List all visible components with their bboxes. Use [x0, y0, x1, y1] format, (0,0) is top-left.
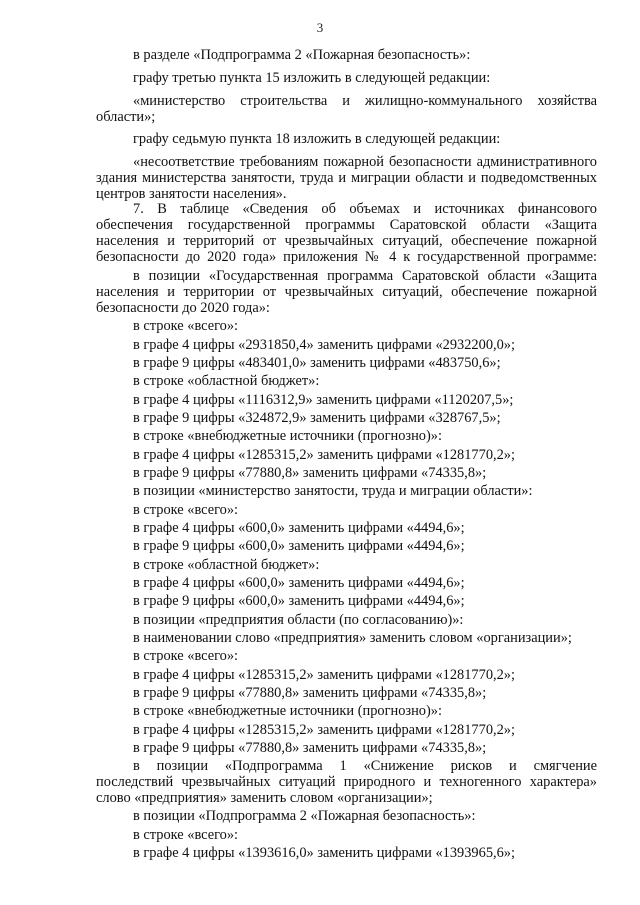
text-line: в строке «внебюджетные источники (прогнозно)»:	[133, 703, 442, 719]
text-line: в графе 9 цифры «483401,0» заменить цифрами «483750,6»;	[133, 355, 501, 371]
text-line: в графе 4 цифры «600,0» заменить цифрами «4494,6»;	[133, 575, 465, 591]
text-line: в позиции «Подпрограмма 1 «Снижение рисков и смягчение	[133, 758, 597, 774]
text-line: в графе 4 цифры «1285315,2» заменить цифрами «1281770,2»;	[133, 722, 515, 738]
text-line: в графе 4 цифры «1393616,0» заменить цифрами «1393965,6»;	[133, 845, 515, 861]
text-line: в строке «внебюджетные источники (прогнозно)»:	[133, 428, 442, 444]
text-line: в позиции «министерство занятости, труда и миграции области»:	[133, 483, 533, 499]
text-line: здания министерства занятости, труда и миграции области и подведомственных	[96, 170, 597, 186]
text-line: в графе 4 цифры «2931850,4» заменить цифрами «2932200,0»;	[133, 337, 515, 353]
text-line: центров занятости населения».	[96, 186, 287, 202]
text-line: в графе 4 цифры «600,0» заменить цифрами «4494,6»;	[133, 520, 465, 536]
text-line: населения и территорий от чрезвычайных ситуаций, обеспечение пожарной	[96, 233, 597, 249]
text-line: в позиции «Подпрограмма 2 «Пожарная безопасность»:	[133, 808, 476, 824]
text-line: в графе 4 цифры «1285315,2» заменить цифрами «1281770,2»;	[133, 447, 515, 463]
text-line: в позиции «Государственная программа Саратовской области «Защита	[133, 268, 597, 284]
text-line: в графе 9 цифры «600,0» заменить цифрами «4494,6»;	[133, 593, 465, 609]
text-line: в строке «всего»:	[133, 827, 239, 843]
text-line: в позиции «предприятия области (по согласованию)»:	[133, 612, 464, 628]
text-line: «несоответствие требованиям пожарной безопасности административного	[133, 154, 597, 170]
text-line: в строке «областной бюджет»:	[133, 557, 320, 573]
text-line: в строке «всего»:	[133, 318, 239, 334]
text-line: в наименовании слово «предприятия» заменить словом «организации»;	[133, 630, 572, 646]
text-line: в строке «областной бюджет»:	[133, 373, 320, 389]
text-line: в графе 9 цифры «77880,8» заменить цифрами «74335,8»;	[133, 740, 487, 756]
text-line: области»;	[96, 109, 156, 125]
text-line: слово «предприятия» заменить словом «организации»;	[96, 790, 433, 806]
text-line: безопасности до 2020 года» приложения № 4 к государственной программе:	[96, 249, 597, 265]
text-line: в графе 4 цифры «1116312,9» заменить цифрами «1120207,5»;	[133, 392, 514, 408]
text-line: в графе 9 цифры «77880,8» заменить цифрами «74335,8»;	[133, 685, 487, 701]
text-line: графу седьмую пункта 18 изложить в следующей редакции:	[133, 131, 501, 147]
text-line: последствий чрезвычайных ситуаций природного и техногенного характера»	[96, 774, 597, 790]
page-number: 3	[316, 20, 324, 35]
text-line: безопасности до 2020 года»:	[96, 300, 270, 316]
text-line: в строке «всего»:	[133, 502, 239, 518]
text-line: обеспечения государственной программы Саратовской области «Защита	[96, 217, 597, 233]
text-line: в разделе «Подпрограмма 2 «Пожарная безопасность»:	[133, 47, 471, 63]
text-line: «министерство строительства и жилищно-коммунального хозяйства	[133, 93, 597, 109]
text-line: в строке «всего»:	[133, 648, 239, 664]
text-line: в графе 9 цифры «324872,9» заменить цифрами «328767,5»;	[133, 410, 501, 426]
text-line: в графе 4 цифры «1285315,2» заменить цифрами «1281770,2»;	[133, 667, 515, 683]
text-line: в графе 9 цифры «77880,8» заменить цифрами «74335,8»;	[133, 465, 487, 481]
text-line: графу третью пункта 15 изложить в следующей редакции:	[133, 70, 491, 86]
text-line: населения и территории от чрезвычайных ситуаций, обеспечение пожарной	[96, 284, 597, 300]
text-line: в графе 9 цифры «600,0» заменить цифрами «4494,6»;	[133, 538, 465, 554]
text-line: 7. В таблице «Сведения об объемах и источниках финансового	[133, 201, 597, 217]
